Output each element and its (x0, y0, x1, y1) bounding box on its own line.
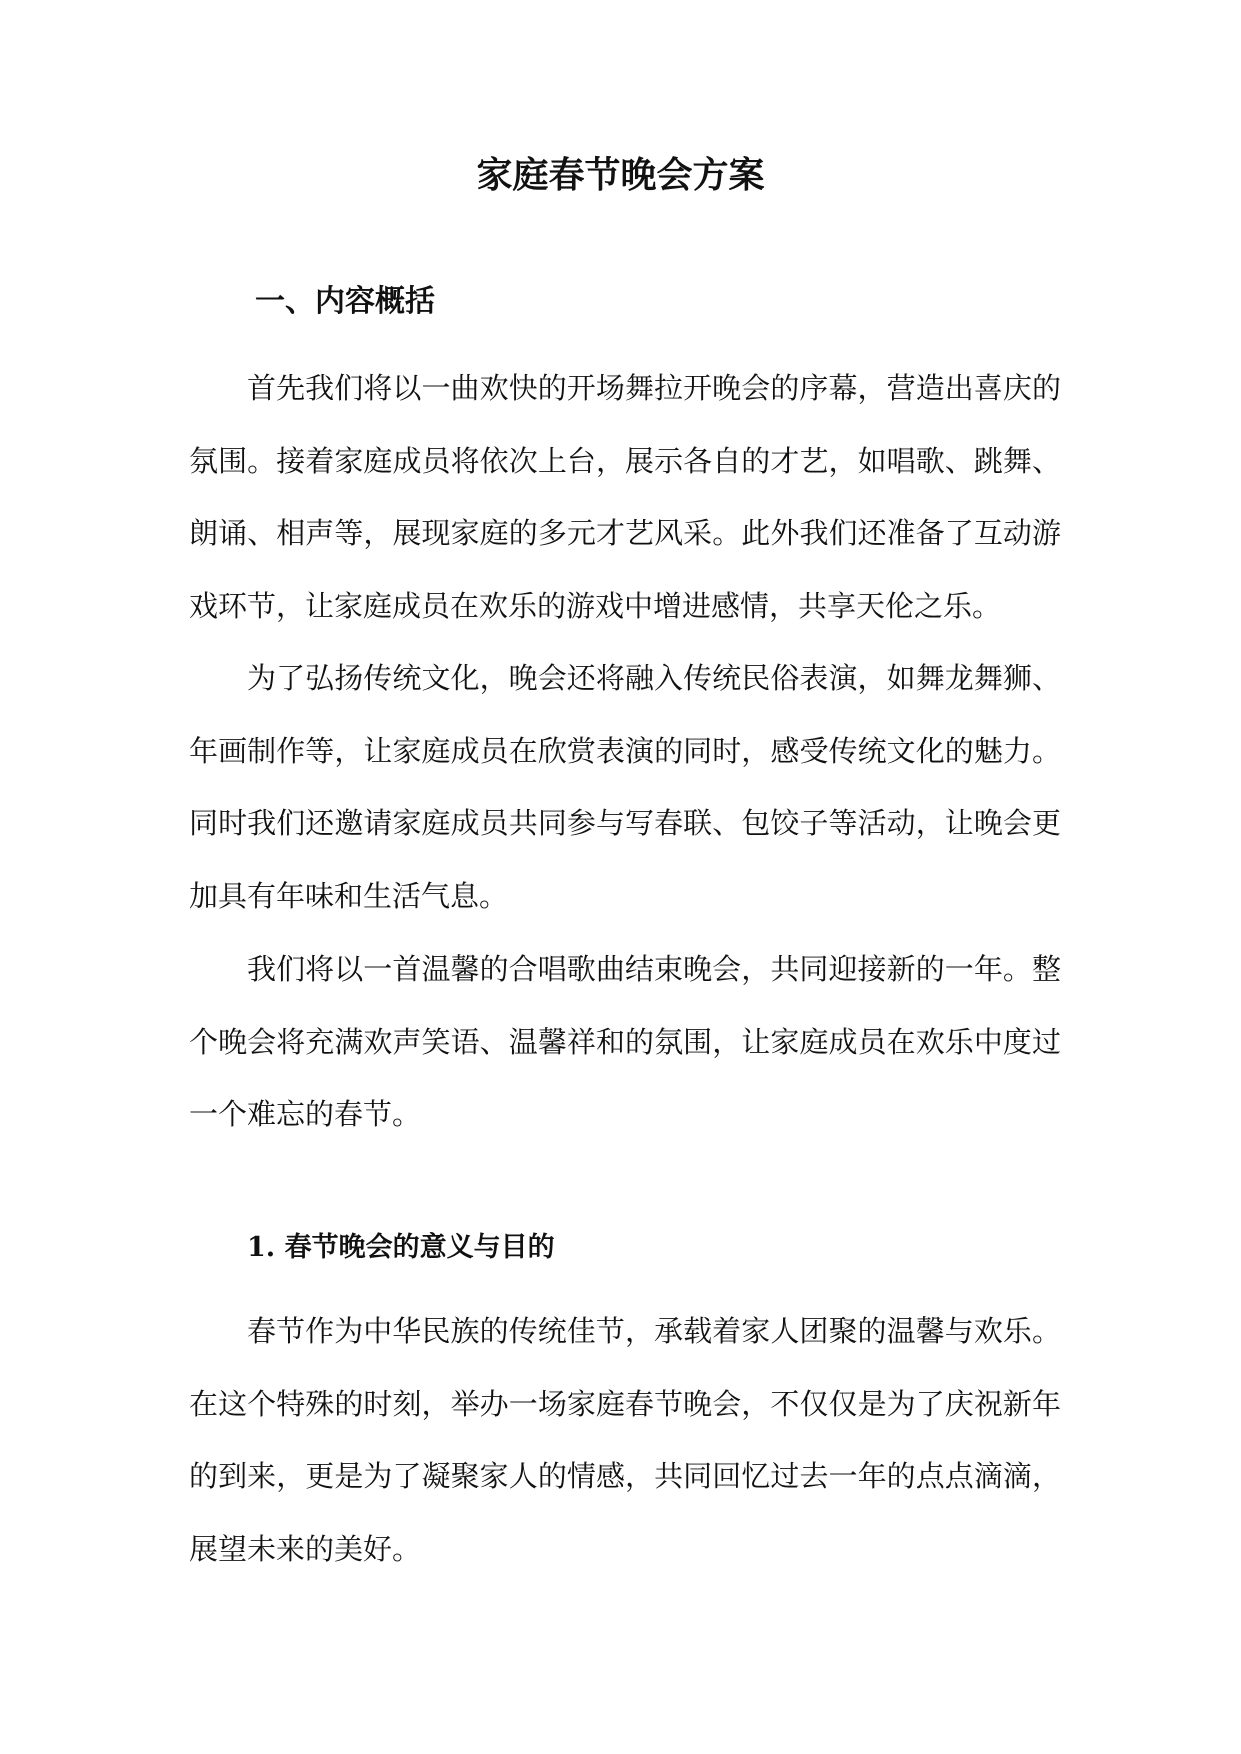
subsection-heading-purpose: 1. 春节晚会的意义与目的 (247, 1232, 555, 1263)
summary-paragraph-2: 为了弘扬传统文化，晚会还将融入传统民俗表演，如舞龙舞狮、年画制作等，让家庭成员在欣赏表演的同时，感受传统文化的魅力。同时我们还邀请家庭成员共同参与写春联、包饺子等活动，让晚会更加具有年味和生活气息。 (189, 661, 1061, 913)
section-heading-summary: 一、内容概括 (255, 284, 435, 319)
summary-paragraph-3: 我们将以一首温馨的合唱歌曲结束晚会，共同迎接新的一年。整个晚会将充满欢声笑语、温馨祥和的氛围，让家庭成员在欢乐中度过一个难忘的春节。 (189, 952, 1061, 1131)
summary-paragraph-1: 首先我们将以一曲欢快的开场舞拉开晚会的序幕，营造出喜庆的氛围。接着家庭成员将依次上台，展示各自的才艺，如唱歌、跳舞、朗诵、相声等，展现家庭的多元才艺风采。此外我们还准备了互动游戏环节，让家庭成员在欢乐的游戏中增进感情，共享天伦之乐。 (189, 371, 1061, 623)
document-title: 家庭春节晚会方案 (476, 154, 765, 196)
purpose-paragraph-1: 春节作为中华民族的传统佳节，承载着家人团聚的温馨与欢乐。在这个特殊的时刻，举办一场家庭春节晚会，不仅仅是为了庆祝新年的到来，更是为了凝聚家人的情感，共同回忆过去一年的点点滴滴，展望未来的美好。 (189, 1314, 1061, 1566)
